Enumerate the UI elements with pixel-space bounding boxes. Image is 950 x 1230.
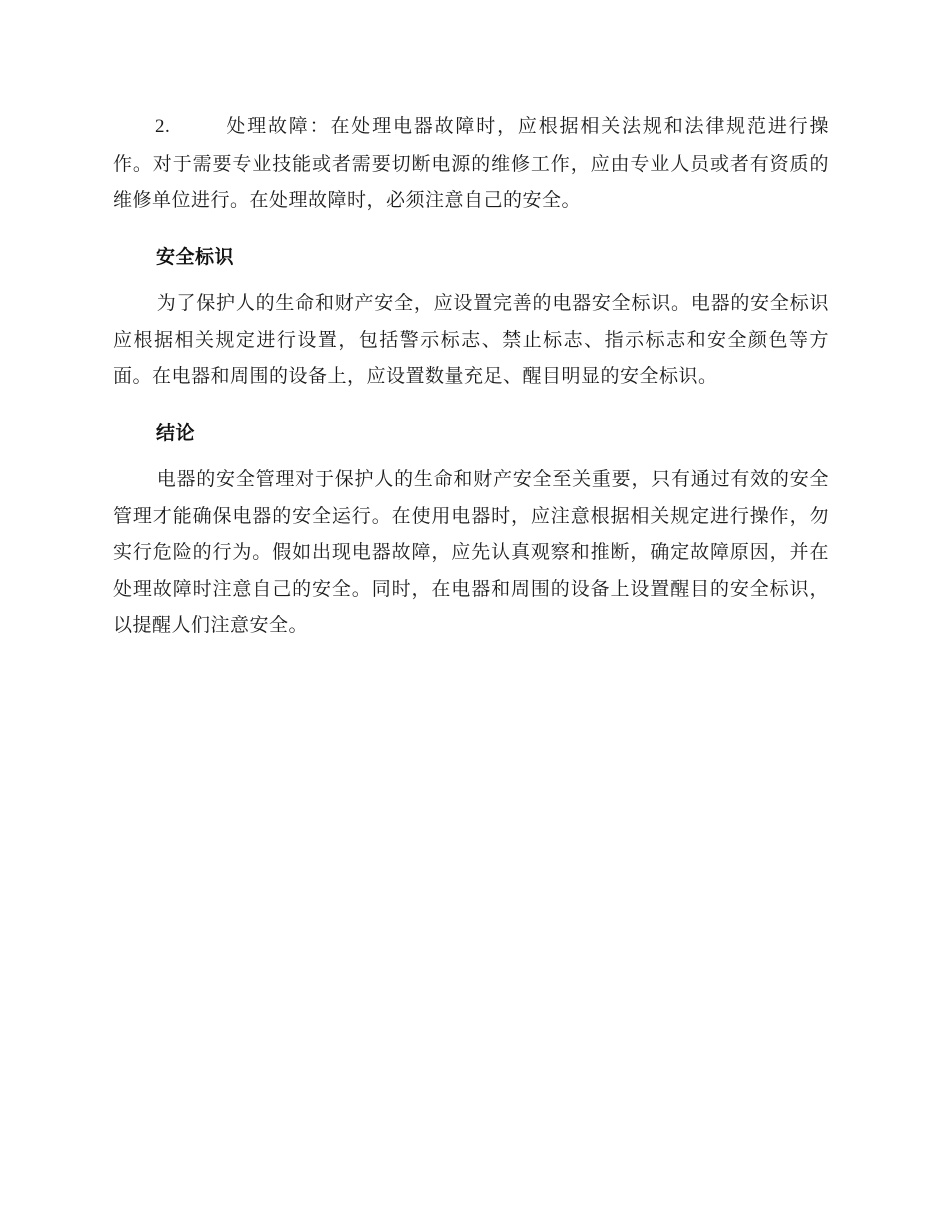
list-item-2 [113,108,829,219]
section-heading-conclusion: 结论 [156,421,196,444]
spacer [113,395,829,405]
paragraph-conclusion: 电器的安全管理对于保护人的生命和财产安全至关重要，只有通过有效的安全管理才能确保电器的安全运行。在使用电器时，应注意根据相关规定进行操作，勿实行危险的行为。假如出现电器故障，应先认真观察和推断，确定故障原因，并在处理故障时注意自己的安全。同时，在电器和周围的设备上设置醒目的安全标识，以提醒人们注意安全。 [113,468,829,636]
section-heading-safety-signs: 安全标识 [156,245,235,268]
spacer [113,219,829,229]
document-body [113,108,829,644]
list-item-number: 2. [155,116,171,137]
list-item-text: 处理故障：在处理电器故障时，应根据相关法规和法律规范进行操作。对于需要专业技能或者需要切断电源的维修工作，应由专业人员或者有资质的维修单位进行。在处理故障时，必须注意自己的安全。 [113,115,829,211]
paragraph-safety-signs: 为了保护人的生命和财产安全，应设置完善的电器安全标识。电器的安全标识应根据相关规定进行设置，包括警示标志、禁止标志、指示标志和安全颜色等方面。在电器和周围的设备上，应设置数量充足、醒目明显的安全标识。 [113,292,829,387]
